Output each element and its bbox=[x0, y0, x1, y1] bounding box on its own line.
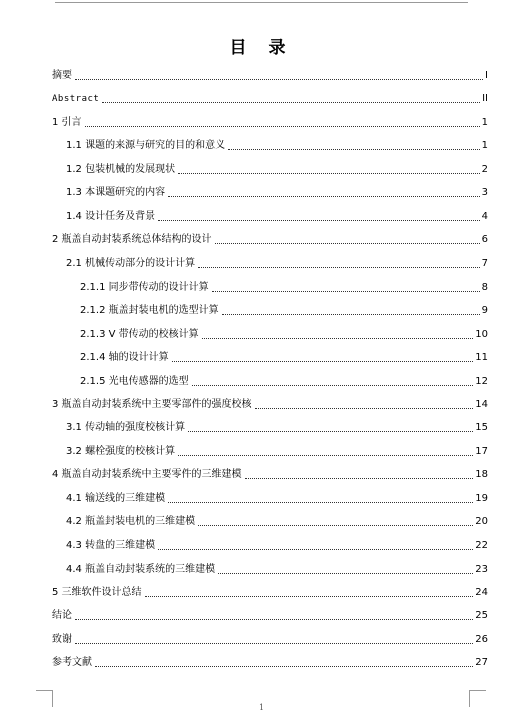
toc-entry-page: 26 bbox=[475, 634, 488, 645]
toc-entry-label: 2 瓶盖自动封装系统总体结构的设计 bbox=[52, 234, 212, 245]
header-rule bbox=[55, 2, 468, 3]
toc-entry-page: 12 bbox=[475, 376, 488, 387]
toc-entry-label: 4.3 转盘的三维建模 bbox=[66, 540, 156, 551]
toc-leader-dots bbox=[215, 243, 480, 244]
toc-entry-label: 2.1.5 光电传感器的选型 bbox=[80, 376, 189, 387]
toc-entry-label: 1.4 设计任务及背景 bbox=[66, 211, 156, 222]
toc-entry[interactable] bbox=[66, 137, 488, 153]
toc-entry[interactable] bbox=[52, 654, 488, 670]
toc-entry-label: 4.2 瓶盖封装电机的三维建模 bbox=[66, 516, 196, 527]
toc-entry-page: 3 bbox=[481, 187, 488, 198]
toc-leader-dots bbox=[75, 643, 473, 644]
toc-entry-label: 2.1 机械传动部分的设计计算 bbox=[66, 258, 196, 269]
toc-entry-page: 7 bbox=[481, 258, 488, 269]
toc-entry[interactable] bbox=[66, 419, 488, 435]
toc-entry-page: 25 bbox=[475, 610, 488, 621]
toc-entry-label: 结论 bbox=[52, 610, 72, 621]
toc-entry[interactable] bbox=[66, 208, 488, 224]
toc-entry[interactable] bbox=[52, 90, 488, 106]
toc-entry-label: 3.2 螺栓强度的校核计算 bbox=[66, 446, 176, 457]
toc-entry-page: 19 bbox=[475, 493, 488, 504]
toc-entry-label: 4.1 输送线的三维建模 bbox=[66, 493, 166, 504]
toc-entry-label: 3 瓶盖自动封装系统中主要零部件的强度校核 bbox=[52, 399, 252, 410]
toc-entry-page: 11 bbox=[475, 352, 488, 363]
toc-entry[interactable] bbox=[80, 326, 488, 342]
toc-entry-page: 17 bbox=[475, 446, 488, 457]
toc-entry-label: 3.1 传动轴的强度校核计算 bbox=[66, 422, 186, 433]
toc-leader-dots bbox=[198, 525, 473, 526]
toc-entry-label: 参考文献 bbox=[52, 657, 92, 668]
toc-leader-dots bbox=[168, 502, 473, 503]
toc-entry-label: 1 引言 bbox=[52, 117, 82, 128]
toc-entry-label: 致谢 bbox=[52, 634, 72, 645]
toc-entry[interactable] bbox=[66, 161, 488, 177]
toc-entry-label: 4.4 瓶盖自动封装系统的三维建模 bbox=[66, 564, 216, 575]
toc-entry-page: 9 bbox=[481, 305, 488, 316]
toc-leader-dots bbox=[158, 220, 480, 221]
toc-entry[interactable] bbox=[52, 607, 488, 623]
toc-entry-page: I bbox=[485, 70, 488, 81]
toc-leader-dots bbox=[178, 173, 480, 174]
toc-entry-label: Abstract bbox=[52, 94, 100, 104]
toc-entry-label: 摘要 bbox=[52, 70, 72, 81]
toc-entry-label: 2.1.2 瓶盖封装电机的选型计算 bbox=[80, 305, 219, 316]
toc-entry-label: 1.3 本课题研究的内容 bbox=[66, 187, 166, 198]
toc-entry-page: 10 bbox=[475, 329, 488, 340]
toc-entry-page: 1 bbox=[481, 117, 488, 128]
toc-entry-page: 8 bbox=[481, 282, 488, 293]
toc-entry[interactable] bbox=[66, 255, 488, 271]
toc-leader-dots bbox=[222, 314, 480, 315]
toc-entry[interactable] bbox=[80, 373, 488, 389]
toc-entry[interactable] bbox=[66, 184, 488, 200]
toc-entry-page: 14 bbox=[475, 399, 488, 410]
toc-leader-dots bbox=[188, 431, 473, 432]
toc-entry-page: 22 bbox=[475, 540, 488, 551]
toc-entry-label: 5 三维软件设计总结 bbox=[52, 587, 142, 598]
toc-entry-label: 1.2 包装机械的发展现状 bbox=[66, 164, 176, 175]
toc-entry-page: 20 bbox=[475, 516, 488, 527]
toc-leader-dots bbox=[245, 478, 474, 479]
toc-entry[interactable] bbox=[66, 490, 488, 506]
toc-entry-page: 18 bbox=[475, 469, 488, 480]
toc-entry[interactable] bbox=[80, 302, 488, 318]
toc-entry-label: 1.1 课题的来源与研究的目的和意义 bbox=[66, 140, 226, 151]
toc-entry-page: 1 bbox=[481, 140, 488, 151]
toc-entry-page: 23 bbox=[475, 564, 488, 575]
toc-title: 目 录 bbox=[229, 38, 294, 58]
toc-leader-dots bbox=[218, 573, 473, 574]
toc-entry[interactable] bbox=[66, 561, 488, 577]
toc-leader-dots bbox=[75, 79, 483, 80]
toc-entry[interactable] bbox=[80, 279, 488, 295]
toc-leader-dots bbox=[102, 102, 480, 103]
toc-entry[interactable] bbox=[66, 513, 488, 529]
toc-entry-page: 27 bbox=[475, 657, 488, 668]
toc-entry-label: 2.1.3 V 带传动的校核计算 bbox=[80, 329, 199, 340]
toc-leader-dots bbox=[212, 291, 480, 292]
toc-entry-label: 2.1.1 同步带传动的设计计算 bbox=[80, 282, 209, 293]
toc-entry-label: 4 瓶盖自动封装系统中主要零件的三维建模 bbox=[52, 469, 242, 480]
toc-entry[interactable] bbox=[52, 231, 488, 247]
toc-entry-page: 24 bbox=[475, 587, 488, 598]
toc-entry[interactable] bbox=[66, 537, 488, 553]
toc-leader-dots bbox=[172, 361, 474, 362]
toc-entry[interactable] bbox=[52, 67, 488, 83]
toc-entry-page: II bbox=[482, 93, 488, 104]
toc-entry-label: 2.1.4 轴的设计计算 bbox=[80, 352, 169, 363]
toc-entry[interactable] bbox=[52, 584, 488, 600]
toc-entry[interactable] bbox=[80, 349, 488, 365]
toc-leader-dots bbox=[168, 196, 480, 197]
toc-entry-page: 4 bbox=[481, 211, 488, 222]
toc-leader-dots bbox=[145, 596, 474, 597]
toc-leader-dots bbox=[158, 549, 473, 550]
toc-leader-dots bbox=[95, 666, 473, 667]
toc-entry[interactable] bbox=[52, 396, 488, 412]
toc-entry[interactable] bbox=[52, 114, 488, 130]
toc-entry-page: 6 bbox=[481, 234, 488, 245]
page-number: 1 bbox=[258, 703, 265, 712]
toc-entry-page: 15 bbox=[475, 422, 488, 433]
toc-leader-dots bbox=[85, 126, 480, 127]
toc-leader-dots bbox=[178, 455, 473, 456]
toc-entry[interactable] bbox=[52, 631, 488, 647]
toc-leader-dots bbox=[228, 149, 480, 150]
toc-leader-dots bbox=[192, 385, 474, 386]
toc-leader-dots bbox=[255, 408, 474, 409]
toc-leader-dots bbox=[198, 267, 480, 268]
toc-leader-dots bbox=[202, 338, 474, 339]
toc-leader-dots bbox=[75, 619, 473, 620]
toc-entry[interactable] bbox=[52, 466, 488, 482]
toc-entry[interactable] bbox=[66, 443, 488, 459]
toc-entry-page: 2 bbox=[481, 164, 488, 175]
